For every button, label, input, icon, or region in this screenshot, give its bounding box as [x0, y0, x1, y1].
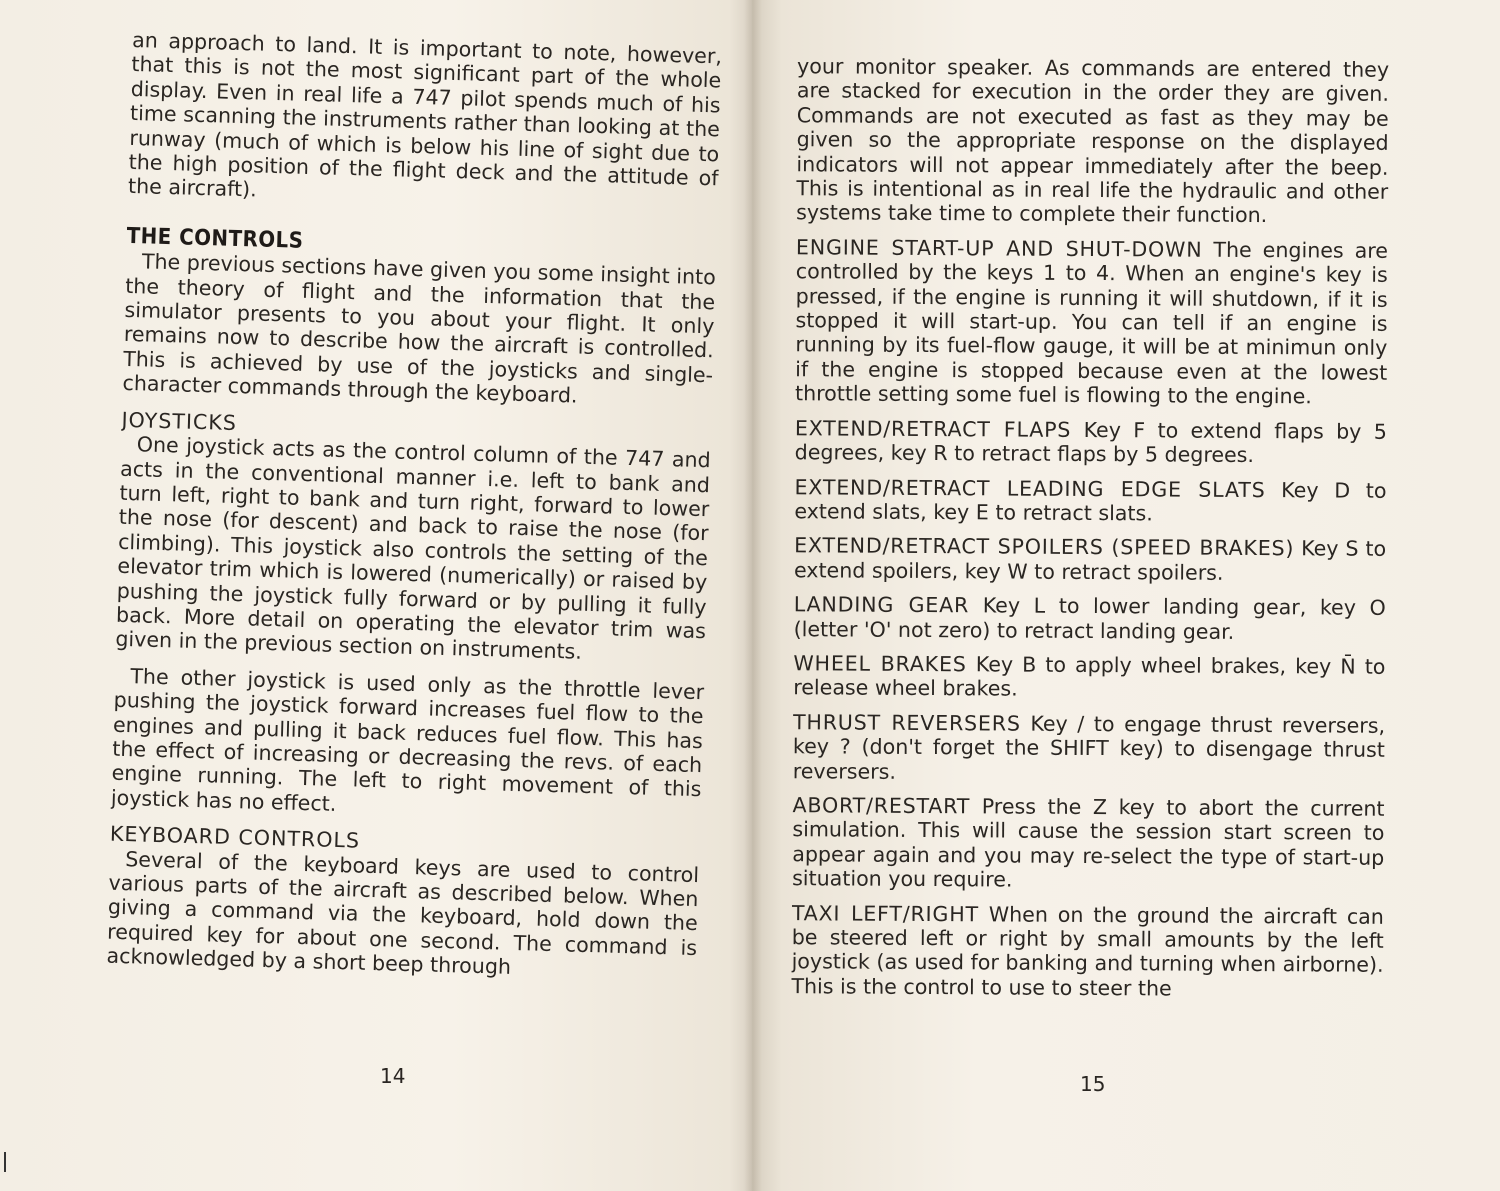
page-number-left: 14: [380, 1064, 406, 1088]
joysticks-paragraph-1: One joystick acts as the control column of the 747 and acts in the conventional manner i.e. left to bank and turn left, right to bank and turn right, forward to lower the nose (for descent) and back to raise the nose (for climbing). This joystick also controls the setting of the elevator trim which is lowered (numerically) or raised by pushing the joystick fully forward or by pulling it fully back. More detail on operating the elevator trim was given in the previous section on instruments.: [115, 432, 711, 665]
section-text: Key F to extend flaps by 5 degrees, key R to retract flaps by 5 degrees.: [794, 417, 1387, 468]
controls-heading: THE CONTROLS: [126, 223, 304, 254]
section-spoilers: [794, 534, 1386, 586]
section-thrust-reversers: [793, 710, 1385, 787]
right-intro-paragraph: your monitor speaker. As commands are entered they are stacked for execution in the order they are given. Commands are not executed as fast as they may be given so the appropriate response on the displayed indicators will not appear immediately after the beep. This is intentional as in real life the hydraulic and other systems take time to complete their function.: [796, 54, 1390, 228]
section-title: EXTEND/RETRACT FLAPS: [794, 415, 1072, 442]
section-title: ENGINE START-UP AND SHUT-DOWN: [795, 235, 1203, 262]
section-text: Key S to extend spoilers, key W to retract spoilers.: [793, 536, 1387, 585]
left-intro-paragraph: an approach to land. It is important to note, however, that this is not the most significant part of the whole display. Even in real life a 747 pilot spends much of his time scanning the instruments rather than looking at the runway (much of which is below his line of sight due to the high position of the flight deck and the attitude of the aircraft).: [127, 27, 723, 202]
section-text: The engines are controlled by the keys 1 to 4. When an engine's key is pressed, if the engine is running it will shutdown, if it is stopped it will start-up. You can tell if an engine is running by its fuel-flow gauge, it will be at minimun only if the engine is stopped because even at the lowest throttle setting some fuel is flowing to the engine.: [795, 237, 1389, 409]
section-flaps: [795, 416, 1387, 468]
section-slats: [794, 475, 1386, 527]
section-text: Key L to lower landing gear, key O (letter 'O' not zero) to retract landing gear.: [793, 593, 1386, 644]
right-text-column: [791, 54, 1389, 1088]
section-landing-gear: [794, 592, 1386, 644]
section-abort-restart: [792, 793, 1385, 894]
section-taxi: [791, 901, 1384, 1002]
section-title: ABORT/RESTART: [792, 793, 971, 819]
section-text: Press the Z key to abort the current simulation. This will cause the session start screen to appear again and you may re-select the type of start-up situation you require.: [792, 794, 1385, 892]
joysticks-heading: JOYSTICKS: [121, 407, 238, 435]
section-text: Key / to engage thrust reversers, key ? (don't forget the SHIFT key) to disengage thrust reversers.: [792, 711, 1386, 784]
section-title: LANDING GEAR: [793, 592, 970, 618]
section-title: TAXI LEFT/RIGHT: [791, 900, 979, 926]
section-text: Key B to apply wheel brakes, key N̄ to release wheel brakes.: [793, 652, 1386, 701]
section-wheel-brakes: [793, 651, 1385, 703]
section-engine-startup: [795, 235, 1388, 409]
joysticks-paragraph-2: The other joystick is used only as the throttle lever pushing the joystick forward increases fuel flow to the engines and pulling it back reduces fuel flow. This has the effect of increasing or decreasing the revs. of each engine running. The left to right movement of this joystick has no effect.: [110, 663, 705, 816]
book-gutter: [744, 0, 762, 1191]
section-title: EXTEND/RETRACT LEADING EDGE SLATS: [794, 474, 1266, 502]
keyboard-controls-heading: KEYBOARD CONTROLS: [109, 821, 361, 853]
section-text: When on the ground the aircraft can be steered left or right by small amounts by the left joystick (as used for banking and turning when airborne). This is the control to use to steer the: [791, 901, 1384, 1001]
page-number-right: 15: [1080, 1072, 1106, 1096]
controls-paragraph: The previous sections have given you some insight into the theory of flight and the information that the simulator presents to you about your flight. It only remains now to describe how the aircraft is controlled. This is achieved by use of the joysticks and single-character commands through the keyboard.: [122, 249, 717, 408]
edge-mark: [4, 1152, 6, 1172]
section-title: WHEEL BRAKES: [793, 651, 967, 677]
left-text-column: [104, 28, 723, 1074]
section-title: THRUST REVERSERS: [792, 709, 1021, 736]
section-title: EXTEND/RETRACT SPOILERS (SPEED BRAKES): [794, 533, 1295, 561]
section-text: Key D to extend slats, key E to retract slats.: [794, 477, 1387, 526]
keyboard-paragraph: Several of the keyboard keys are used to control various parts of the aircraft as described below. When giving a command via the keyboard, hold down the required key for about one second. The command is acknowledged by a short beep through: [106, 846, 700, 980]
